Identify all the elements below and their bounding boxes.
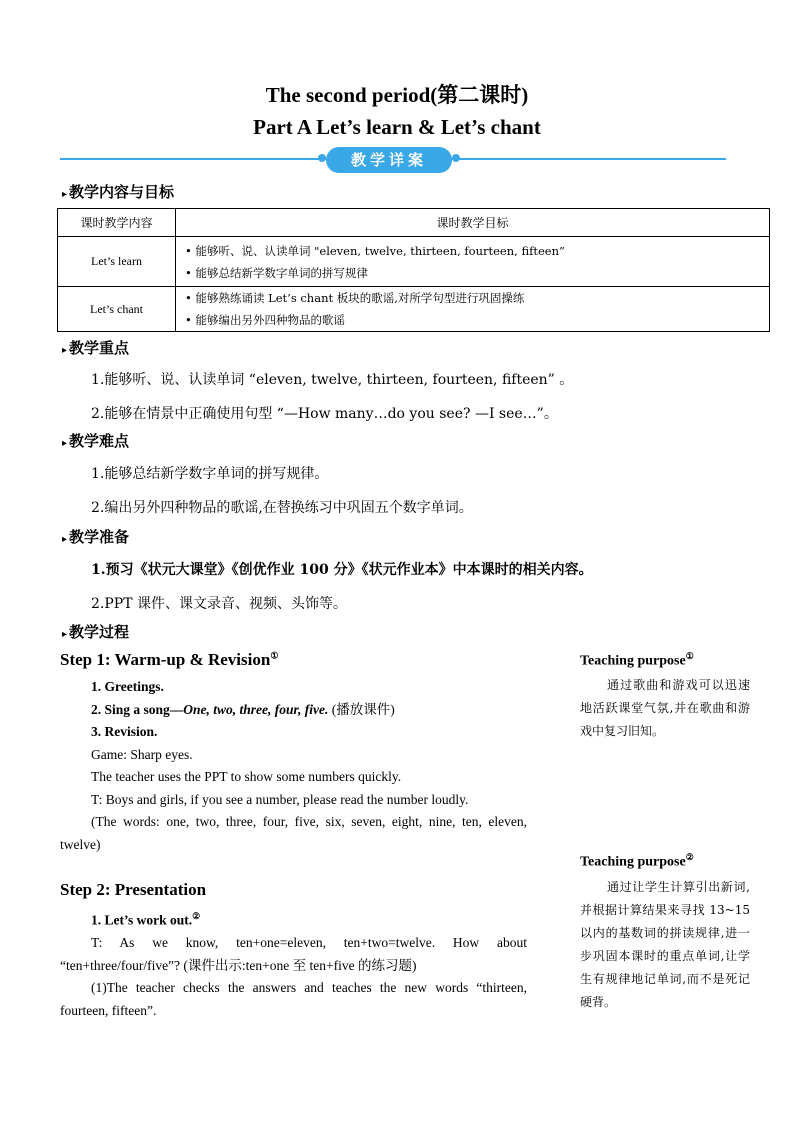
banner-dot-left [318,154,326,162]
section-heading: ▸ 教学准备 [62,528,130,546]
key-point: 1.能够听、说、认读单词 “eleven, twelve, thirteen, fourteen, fifteen” 。 [91,372,574,388]
teaching-purpose-title: Teaching purpose① [580,651,694,669]
section-heading: ▸ 教学难点 [62,432,130,450]
section-heading: ▸ 教学内容与目标 [62,183,175,201]
step-item: 1. Greetings. [91,679,164,694]
goals-table [57,208,770,332]
game-line: Game: Sharp eyes. [91,746,193,762]
step1-body [60,676,527,856]
step-title: Step 1: Warm-up & Revision① [60,650,279,669]
key-point: 2.能够在情景中正确使用句型 “—How many…do you see? —I see…”。 [91,406,558,422]
section-heading: ▸ 教学过程 [62,623,130,641]
preparation-item: 2.PPT 课件、课文录音、视频、头饰等。 [91,596,347,612]
goal-item: • 能够总结新学数字单词的拼写规律 [185,265,368,280]
body-line: (1)The teacher checks the answers and teaches the new words “thirteen, fourteen, fifteen”. [60,980,527,1018]
difficulty: 2.编出另外四种物品的歌谣,在替换练习中巩固五个数字单词。 [91,500,473,516]
step-item: 1. Let’s work out.② [91,911,201,928]
preparation-item: 1.预习《状元大课堂》《创优作业 100 分》《状元作业本》中本课时的相关内容。 [91,562,593,578]
goal-item: • 能够听、说、认读单词 "eleven, twelve, thirteen, fourteen, fifteen” [185,243,565,258]
difficulty: 1.能够总结新学数字单词的拼写规律。 [91,466,329,482]
goal-item: • 能够熟练诵读 Let’s chant 板块的歌谣,对所学句型进行巩固操练 [185,291,525,305]
goal-item: • 能够编出另外四种物品的歌谣 [185,313,345,327]
table-row [58,287,770,332]
step-item: 3. Revision. [91,724,158,739]
body-line: The teacher uses the PPT to show some numbers quickly. [91,769,402,784]
lesson-title: The second period(第二课时) [265,83,529,107]
teaching-purpose-text: 通过歌曲和游戏可以迅速地活跃课堂气氛,并在歌曲和游戏中复习旧知。 [580,678,750,738]
step-title: Step 2: Presentation [60,880,207,899]
table-row [58,237,770,287]
banner-label: 教学详案 [326,147,452,173]
step-item: 2. Sing a song—One, two, three, four, five. (播放课件) [91,701,395,717]
teaching-purpose-text: 通过让学生计算引出新词,并根据计算结果来寻找 13~15 以内的基数词的拼读规律,进一步巩固本课时的重点单词,让学生有规律地记单词,而不是死记硬背。 [580,880,750,1009]
body-line: (The words: one, two, three, four, five, six, seven, eight, nine, ten, eleven, twelve) [60,814,527,852]
lesson-subtitle: Part A Let’s learn & Let’s chant [253,115,541,139]
body-line: T: As we know, ten+one=eleven, ten+two=twelve. How about “ten+three/four/five”? (课件出示:ten+one 至 ten+five 的练习题) [60,935,527,973]
table-cell: Let’s learn [58,237,176,287]
table-cell: Let’s chant [58,287,176,332]
teaching-purpose-title: Teaching purpose② [580,852,694,870]
section-heading: ▸ 教学重点 [62,339,130,357]
body-line: T: Boys and girls, if you see a number, please read the number loudly. [91,791,469,807]
table-header: 课时教学内容 [58,209,176,237]
banner-dot-right [452,154,460,162]
table-header: 课时教学目标 [176,209,770,237]
step2-body [60,905,527,1022]
